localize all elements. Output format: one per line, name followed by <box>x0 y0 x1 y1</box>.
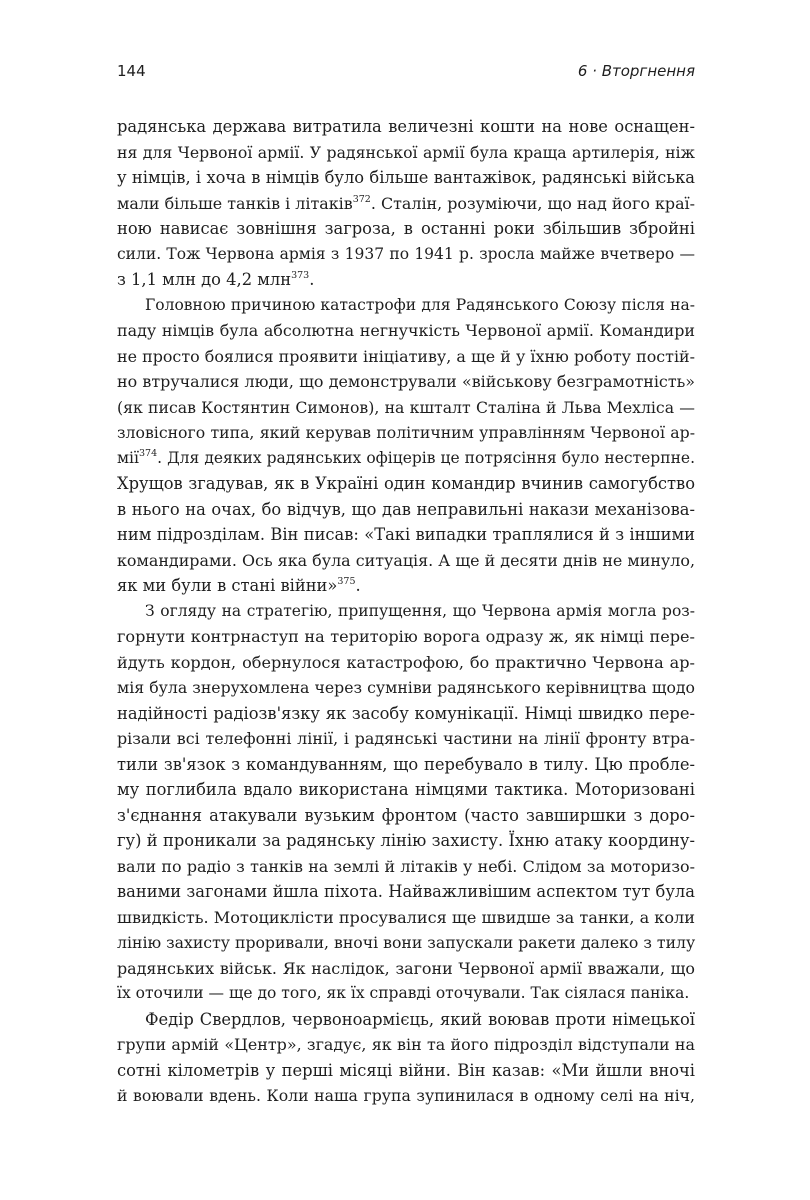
paragraph <box>117 293 695 599</box>
text-line: в нього на очах, бо відчув, що дав неправильні накази механізова- <box>117 499 695 519</box>
section-title: 6 · Вторгнення <box>577 62 695 80</box>
paragraph <box>117 1007 695 1109</box>
text-line: мія була знерухомлена через сумніви радянського керівництва щодо <box>117 678 695 697</box>
text-line: швидкість. Мотоциклісти просувалися ще швидше за танки, а коли <box>117 907 695 927</box>
text-line: вали по радіо з танків на землі й літаків у небі. Слідом за моторизо- <box>117 856 695 876</box>
text-line: ваними загонами йшла піхота. Найважливішим аспектом тут була <box>117 882 695 901</box>
text-line: їх оточили — ще до того, як їх справді оточували. Так сіялася паніка. <box>117 984 690 1002</box>
text-line: ня для Червоної армії. У радянської армії була краща артилерія, ніж <box>117 142 695 162</box>
text-line: командирами. Ось яка була ситуація. А ще й десяти днів не минуло, <box>117 550 695 570</box>
text-line: горнути контрнаступ на територію ворога одразу ж, як німці пере- <box>117 627 695 646</box>
text-line: мії$^{374}$. Для деяких радянських офіцерів це потрясіння було нестерпне. <box>117 447 695 467</box>
page-number: 144 <box>117 62 146 80</box>
text-line: з 1,1 млн до 4,2 млн$^{373}$. <box>117 269 315 289</box>
text-line: (як писав Костянтин Симонов), на кшталт Сталіна й Льва Мехліса — <box>117 397 695 417</box>
paragraph <box>117 599 695 1007</box>
text-line: й воювали вдень. Коли наша група зупинилася в одному селі на ніч, <box>117 1086 695 1105</box>
text-line: тили зв'язок з командуванням, що перебувало в тилу. Цю пробле- <box>117 754 695 774</box>
text-line: Федір Свердлов, червоноармієць, який воював проти німецької <box>145 1009 695 1029</box>
text-line: групи армій «Центр», згадує, як він та його підрозділ відступали на <box>117 1035 695 1054</box>
text-line: ним підрозділам. Він писав: «Такі випадки траплялися й з іншими <box>117 525 695 544</box>
text-line: як ми були в стані війни»$^{375}$. <box>117 575 361 595</box>
text-line: сотні кілометрів у перші місяці війни. Він казав: «Ми йшли вночі <box>117 1060 695 1080</box>
text-line: Головною причиною катастрофи для Радянського Союзу після на- <box>145 295 695 314</box>
text-line: З огляду на стратегію, припущення, що Червона армія могла роз- <box>145 601 695 620</box>
text-line: лінію захисту проривали, вночі вони запускали ракети далеко з тилу <box>117 933 696 952</box>
text-line: надійності радіозв'язку як засобу комунікації. Німці швидко пере- <box>117 703 695 723</box>
text-line: у німців, і хоча в німців було більше вантажівок, радянські війська <box>117 168 695 187</box>
footnote-ref: 373 <box>291 269 310 281</box>
text-line: з'єднання атакували вузьким фронтом (часто завширшки з доро- <box>117 805 695 825</box>
footnote-ref: 372 <box>352 193 371 205</box>
text-line: радянська держава витратила величезні кошти на нове оснащен- <box>117 117 695 136</box>
running-head <box>117 62 695 88</box>
body-text <box>117 114 695 1109</box>
footnote-ref: 374 <box>138 447 158 459</box>
paragraph <box>117 114 695 293</box>
text-line: паду німців була абсолютна негнучкість Червоної армії. Командири <box>117 321 695 340</box>
text-line: радянських військ. Як наслідок, загони Червоної армії вважали, що <box>117 958 695 978</box>
text-line: сили. Тож Червона армія з 1937 по 1941 р. зросла майже вчетверо — <box>117 244 695 263</box>
footnote-ref: 375 <box>337 575 356 587</box>
text-line: Хрущов згадував, як в Україні один командир вчинив самогубство <box>117 474 695 493</box>
text-line: не просто боялися проявити ініціативу, а ще й у їхню роботу постій- <box>117 346 695 366</box>
text-line: ною нависає зовнішня загроза, в останні роки збільшив збройні <box>117 219 695 238</box>
text-line: мали більше танків і літаків$^{372}$. Сталін, розуміючи, що над його краї- <box>117 193 695 213</box>
text-line: зловісного типа, який керував політичним управлінням Червоної ар- <box>117 423 695 442</box>
text-line: му поглибила вдало використана німцями тактика. Моторизовані <box>117 780 695 799</box>
text-line: гу) й проникали за радянську лінію захисту. Їхню атаку координу- <box>117 831 695 850</box>
text-line: йдуть кордон, обернулося катастрофою, бо практично Червона ар- <box>117 652 695 672</box>
text-line: но втручалися люди, що демонстрували «військову безграмотність» <box>117 372 695 391</box>
text-line: різали всі телефонні лінії, і радянські частини на лінії фронту втра- <box>117 729 695 748</box>
